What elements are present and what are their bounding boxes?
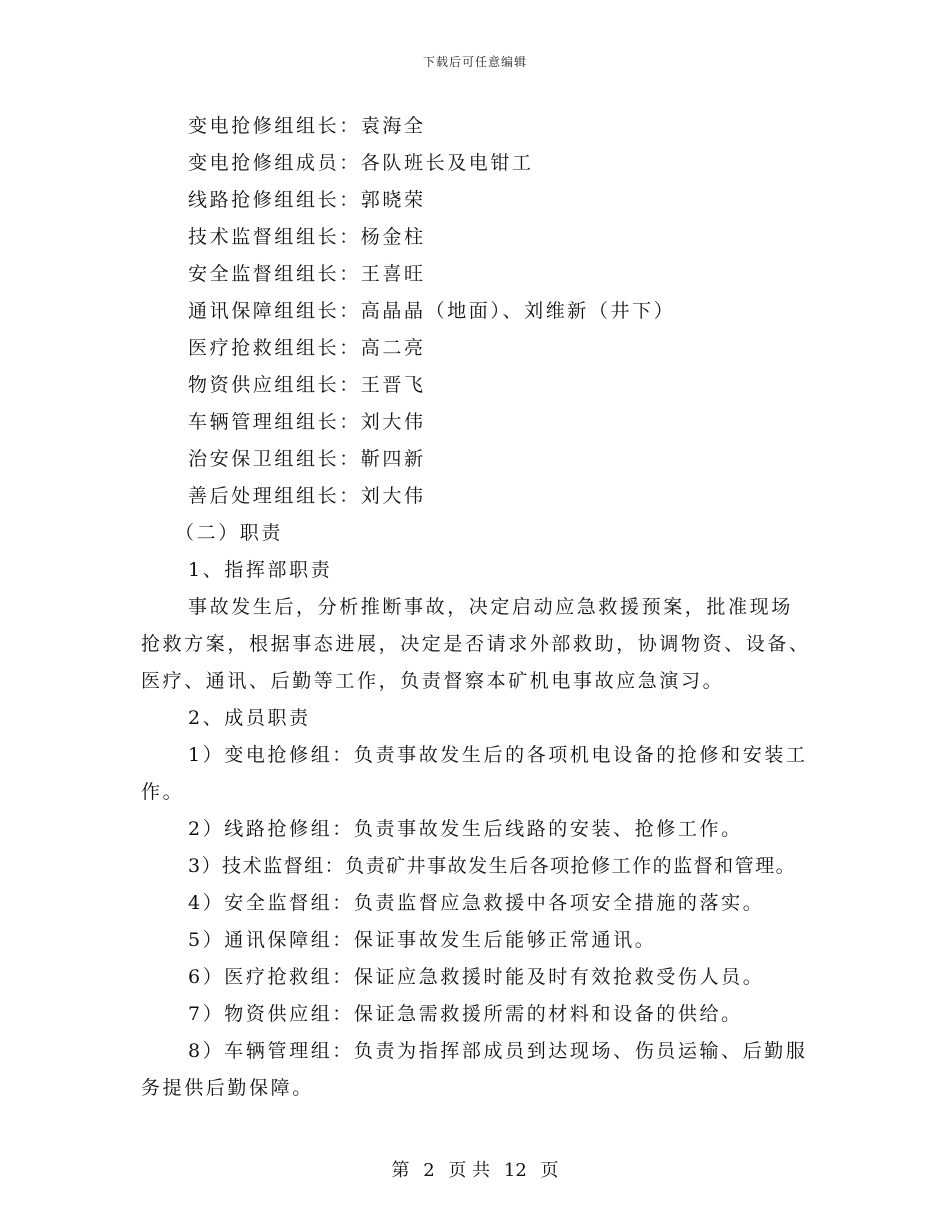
subsection-heading: 1、指挥部职责 bbox=[188, 559, 333, 581]
total-pages: 12 bbox=[503, 1160, 527, 1181]
paragraph-line: 事故发生后，分析推断事故，决定启动应急救援预案，批准现场 bbox=[188, 596, 793, 618]
paragraph-line: 5）通讯保障组：保证事故发生后能够正常通讯。 bbox=[188, 929, 657, 951]
document-body bbox=[141, 108, 831, 1107]
page-footer bbox=[0, 1156, 950, 1182]
paragraph-line: 医疗抢救组组长：高二亮 bbox=[188, 337, 426, 359]
paragraph-line: 3）技术监督组：负责矿井事故发生后各项抢修工作的监督和管理。 bbox=[188, 855, 797, 877]
paragraph-line: 7）物资供应组：保证急需救援所需的材料和设备的供给。 bbox=[188, 1003, 743, 1025]
paragraph-line: 治安保卫组组长：靳四新 bbox=[188, 448, 426, 470]
paragraph-line: 通讯保障组组长：高晶晶（地面）、刘维新（井下） bbox=[188, 300, 676, 322]
paragraph-line: 8）车辆管理组：负责为指挥部成员到达现场、伤员运输、后勤服 bbox=[188, 1040, 808, 1062]
paragraph-line: 抢救方案，根据事态进展，决定是否请求外部救助，协调物资、设备、 bbox=[141, 633, 811, 655]
paragraph-line: 作。 bbox=[141, 781, 185, 803]
paragraph-line: 务提供后勤保障。 bbox=[141, 1077, 314, 1099]
subsection-heading: 2、成员职责 bbox=[188, 707, 311, 729]
paragraph-line: 车辆管理组组长：刘大伟 bbox=[188, 411, 426, 433]
paragraph-line: 2）线路抢修组：负责事故发生后线路的安装、抢修工作。 bbox=[188, 818, 743, 840]
paragraph-line: 4）安全监督组：负责监督应急救援中各项安全措施的落实。 bbox=[188, 892, 765, 914]
paragraph-line: 技术监督组组长：杨金柱 bbox=[188, 226, 426, 248]
paragraph-line: 安全监督组组长：王喜旺 bbox=[188, 263, 426, 285]
footer-prefix: 第 bbox=[391, 1160, 410, 1181]
paragraph-line: 线路抢修组组长：郭晓荣 bbox=[188, 189, 426, 211]
footer-suffix: 页 bbox=[540, 1160, 559, 1181]
page-number: 2 bbox=[423, 1160, 435, 1181]
paragraph-line: 变电抢修组组长：袁海全 bbox=[188, 115, 426, 137]
paragraph-line: 6）医疗抢救组：保证应急救援时能及时有效抢救受伤人员。 bbox=[188, 966, 765, 988]
paragraph-line: 医疗、通讯、后勤等工作，负责督察本矿机电事故应急演习。 bbox=[141, 670, 725, 692]
paragraph-line: 变电抢修组成员：各队班长及电钳工 bbox=[188, 152, 534, 174]
footer-middle: 页 共 bbox=[448, 1160, 491, 1181]
page-header: 下载后可任意编辑 bbox=[422, 55, 527, 69]
paragraph-line: 1）变电抢修组：负责事故发生后的各项机电设备的抢修和安装工 bbox=[188, 744, 808, 766]
section-heading: （二）职责 bbox=[175, 522, 284, 544]
paragraph-line: 善后处理组组长：刘大伟 bbox=[188, 485, 426, 507]
paragraph-line: 物资供应组组长：王晋飞 bbox=[188, 374, 426, 396]
